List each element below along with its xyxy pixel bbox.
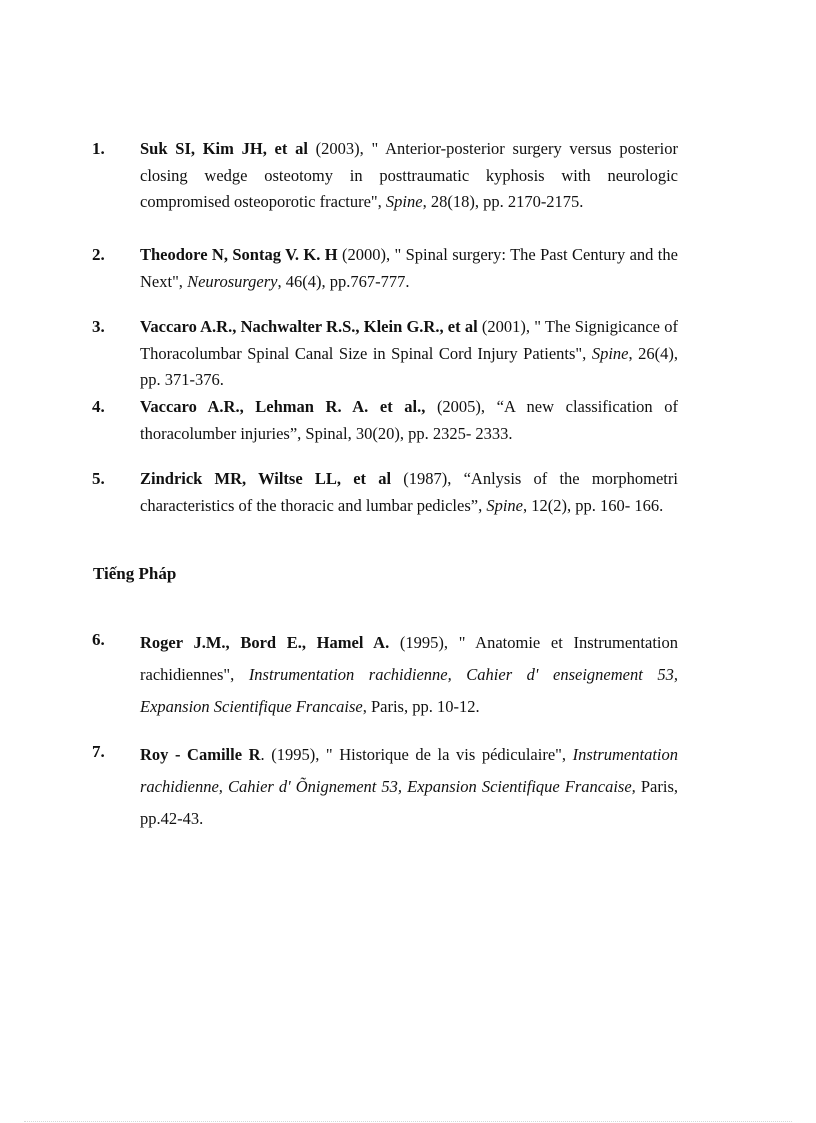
- reference-details: , 28(18), pp. 2170-2175.: [422, 192, 584, 211]
- reference-item: [92, 394, 678, 447]
- reference-text: [140, 466, 678, 519]
- reference-text: [140, 627, 678, 723]
- reference-title: " Anterior-posterior surgery versus posterior closing wedge osteotomy in posttraumatic kyphosis with neurologic compromised osteoporotic fracture",: [140, 139, 678, 211]
- reference-details: , 26(4), pp. 371-376.: [140, 343, 678, 389]
- reference-journal: Instrumentation rachidienne, Cahier d' Õnignement 53, Expansion Scientifique Francaise,: [140, 745, 678, 796]
- reference-year: (2005),: [425, 397, 497, 416]
- reference-authors: Vaccaro A.R., Nachwalter R.S., Klein G.R., et al: [140, 317, 478, 336]
- reference-number: 3.: [92, 317, 105, 336]
- reference-text: [140, 136, 678, 216]
- reference-item: [92, 314, 678, 394]
- reference-title: " Spinal surgery: The Past Century and the Next",: [140, 245, 678, 291]
- reference-journal: Spine: [591, 343, 629, 363]
- reference-text: [140, 242, 678, 295]
- reference-details: , 46(4), pp.767-777.: [277, 271, 410, 291]
- reference-authors: Suk SI, Kim JH, et al: [140, 139, 308, 158]
- reference-year: (1987),: [391, 469, 464, 488]
- reference-authors: Theodore N, Sontag V. K. H: [140, 245, 338, 264]
- reference-item: [92, 739, 678, 835]
- reference-title: “A new classification of thoracolumber injuries”,: [140, 397, 678, 443]
- reference-authors: Roger J.M., Bord E., Hamel A.: [140, 633, 390, 652]
- reference-item: [92, 466, 678, 519]
- reference-journal: Instrumentation rachidienne, Cahier d' enseignement 53, Expansion Scientifique Francaise: [140, 665, 678, 716]
- reference-text: [140, 394, 678, 447]
- reference-title: " Anatomie et Instrumentation rachidiennes",: [140, 633, 678, 684]
- reference-number: 7.: [92, 742, 105, 761]
- reference-number: 4.: [92, 397, 105, 416]
- reference-number: 5.: [92, 469, 105, 488]
- reference-authors: Vaccaro A.R., Lehman R. A. et al.,: [140, 397, 426, 416]
- reference-year: (2001),: [477, 317, 535, 336]
- reference-year: (1995),: [389, 633, 459, 652]
- reference-details: , Paris, pp. 10-12.: [362, 697, 480, 716]
- reference-journal: Spine: [486, 495, 524, 515]
- reference-journal: Neurosurgery: [187, 271, 278, 291]
- reference-number: 6.: [92, 630, 105, 649]
- reference-journal: Spine: [385, 192, 423, 211]
- reference-item: [92, 136, 678, 216]
- reference-authors: Roy - Camille R: [140, 745, 261, 764]
- reference-item: [92, 627, 678, 723]
- reference-number: 2.: [92, 245, 105, 264]
- reference-details: Paris, pp.42-43.: [140, 777, 678, 828]
- reference-details: Spinal, 30(20), pp. 2325- 2333.: [305, 423, 513, 443]
- reference-text: [140, 739, 678, 835]
- reference-text: [140, 314, 678, 394]
- reference-number: 1.: [92, 139, 105, 158]
- reference-authors: Zindrick MR, Wiltse LL, et al: [140, 469, 392, 488]
- reference-title: " Historique de la vis pédiculaire",: [325, 745, 573, 764]
- reference-details: , 12(2), pp. 160- 166.: [523, 495, 664, 515]
- section-heading: Tiếng Pháp: [93, 564, 177, 583]
- reference-year: . (1995),: [260, 745, 326, 764]
- reference-item: [92, 242, 678, 295]
- reference-year: (2000),: [337, 245, 395, 264]
- page-bottom-divider: [24, 1121, 792, 1122]
- reference-title: “Anlysis of the morphometri characteristics of the thoracic and lumbar pedicles”,: [140, 469, 678, 515]
- reference-title: " The Signigicance of Thoracolumbar Spinal Canal Size in Spinal Cord Injury Patients",: [140, 317, 678, 363]
- reference-year: (2003),: [307, 139, 372, 158]
